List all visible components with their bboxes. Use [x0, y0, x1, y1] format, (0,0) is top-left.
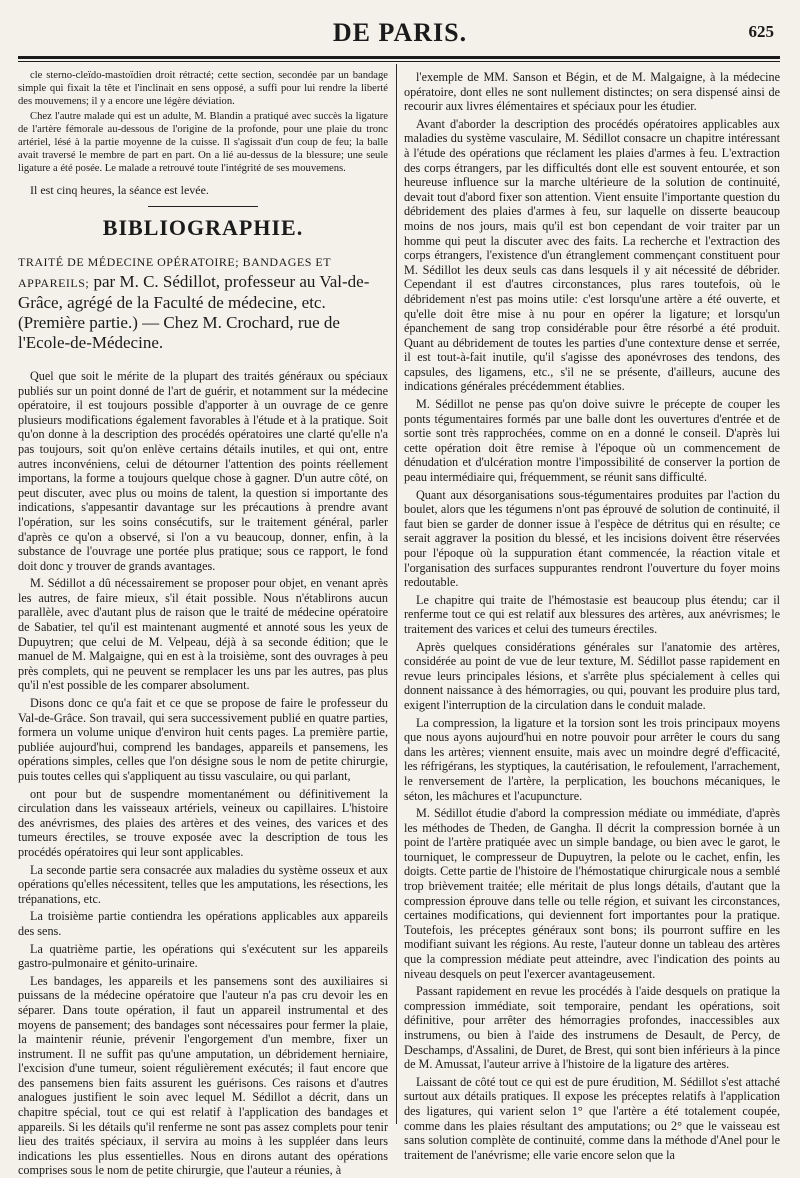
paragraph: Laissant de côté tout ce qui est de pure érudition, M. Sédillot s'est attaché surtout aux détails pratiques. Il expose les préceptes relatifs à l'application des ligatures, qui varient selon 1° que l'artère a été totalement coupée, comme dans les plaies résultant des amputations; ou 2° que le vaisseau est sans solution complète de continuité, comme dans la méthode d'Anel pour le traitement de l'anévrisme; elle varie encore selon que la	[404, 1074, 780, 1162]
paragraph: La seconde partie sera consacrée aux maladies du système osseux et aux opérations qu'elles nécessitent, telles que les amputations, les résections, les trépanations, etc.	[18, 862, 388, 906]
paragraph: Chez l'autre malade qui est un adulte, M. Blandin a pratiqué avec succès la ligature de l'artère fémorale au-dessous de l'origine de la profonde, pour une plaie du tronc artériel, lésé à la partie moyenne de la cuisse. Il s'agissait d'un coup de feu; la balle avait traversé le membre de part en part. On a lié au-dessus de la blessure; une seule ligature a été posée. Le malade a retrouvé toute l'intégrité de ses mouvemens.	[18, 111, 388, 174]
paragraph: Quant aux désorganisations sous-tégumentaires produites par l'action du boulet, alors que les tégumens n'ont pas éprouvé de solution de continuité, il faut bien se garder de donner issue à l'espèce de détritus qui en résulte; ce serait aggraver la position du blessé, et les incisions doivent être réservées pour l'époque où la suppuration étant commencée, la réaction vitale et l'organisation des surfaces suppurantes rendront l'ouverture du foyer moins redoutable.	[404, 487, 780, 590]
running-title: DE PARIS.	[332, 18, 468, 47]
paragraph: La quatrième partie, les opérations qui s'exécutent sur les appareils gastro-pulmonaire et génito-urinaire.	[18, 941, 388, 971]
paragraph: Passant rapidement en revue les procédés à l'aide desquels on pratique la compression immédiate, soit temporaire, pendant les opérations, soit définitive, pour arrêter des hémorragies profondes, inaccessibles aux instrumens, ou bien à l'aide des instrumens de Desault, de Percy, de Deschamps, d'Assalini, de Duret, de Brest, qui sont bien inférieurs à la pince de M. Amussat, l'auteur arrive à l'histoire de la ligature des artères.	[404, 984, 780, 1072]
paragraph: M. Sédillot a dû nécessairement se proposer pour objet, en venant après les autres, de faire mieux, s'il était possible. Nous n'établirons aucun parallèle, avec d'autant plus de raison que le traité de médecine opératoire de Sabatier, tel qu'il est maintenant augmenté et annoté sous les yeux de Dupuytren; que celui de M. Velpeau, déjà à sa seconde édition; que le manuel de M. Malgaigne, qui en est à la troisième, sont des ouvrages à peu près complets, qui ne peuvent se remplacer les uns par les autres, pas plus qu'il n'est possible de les comparer absolument.	[18, 576, 388, 693]
running-head	[0, 18, 800, 52]
book-title-rest: par M. C. Sédillot, professeur au Val-de-Grâce, agrégé de la Faculté de médecine, etc. (Première partie.) — Chez M. Crochard, rue de l'Ecole-de-Médecine.	[18, 271, 370, 352]
section-divider	[148, 206, 258, 207]
paragraph: Après quelques considérations générales sur l'anatomie des artères, considérée au point de vue de leur texture, M. Sédillot passe rapidement en revue leurs principales lésions, et s'arrête plus spécialement à celles qui donnent naissance à des hémorragies, ou qui, pouvant les produire plus tard, exigent l'interruption de la circulation dans le conduit malade.	[404, 639, 780, 712]
paragraph: ont pour but de suspendre momentanément ou définitivement la circulation dans les vaisseaux artériels, veineux ou capillaires. L'histoire des anévrismes, des plaies des artères et des veines, des varices et des tumeurs érectiles, se trouve exposée avec la description de tous les procédés opératoires qui leur sont applicables.	[18, 786, 388, 859]
header-rule-thin	[18, 61, 780, 62]
paragraph: Disons donc ce qu'a fait et ce que se propose de faire le professeur du Val-de-Grâce. Son travail, qui sera successivement publié en quatre parties, formera un volume unique d'environ huit cents pages. La première partie, publiée aujourd'hui, comprend les bandages, appareils et pansemens, les opérations simples, celles que l'on désigne sous le nom de petite chirurgie, puis toutes celles qui s'appliquent au tissu vasculaire, ou qui parlant,	[18, 696, 388, 783]
paragraph: cle sterno-cleïdo-mastoïdien droit rétracté; cette section, secondée par un bandage simple qui fixait la tête et l'inclinait en sens opposé, a suffi pour lui rendre la liberté des mouvemens; il y a encore une légère déviation.	[18, 70, 388, 107]
session-report-end	[18, 70, 388, 175]
page-number: 625	[748, 22, 774, 41]
header-rule-thick	[18, 56, 780, 59]
paragraph: Les bandages, les appareils et les pansemens sont des auxiliaires si puissans de la médecine opératoire que l'auteur n'a pas cru devoir les en séparer. Dans toute opération, il faut un appareil instrumental et des moyens de pansement; des bandages sont nécessaires pour fermer la plaie, la maintenir réunie, prévenir l'engorgement d'un membre, fixer un instrument. Il ne suffit pas qu'une amputation, un débridement herniaire, l'excision d'une tumeur, soient régulièrement exécutés; il faut encore que des pansemens bien faits assurent les guérisons. Ces raisons et d'autres analogues justifient le soin avec lequel M. Sédillot a décrit, dans un chapitre spécial, tout ce qui est relatif à l'application des bandages et appareils. Si les détails qu'il renferme ne sont pas assez complets pour tenir lieu des traités spéciaux, il servira au moins à les suppléer dans leurs indications les plus essentielles. Nous en dirons autant des opérations comprises sous le nom de petite chirurgie, que l'auteur a réunies, à	[18, 973, 388, 1178]
paragraph: La compression, la ligature et la torsion sont les trois principaux moyens que nous ayons aujourd'hui en notre pouvoir pour arrêter le cours du sang dans les artères; viennent ensuite, mais avec un moindre degré d'efficacité, les réfrigérans, les styptiques, la cautérisation, le refoulement, l'arrachement, le renversement de l'artère, la perplication, les bouchons mécaniques, le séton, les mâchures et l'acupuncture.	[404, 715, 780, 803]
section-heading-bibliographie: BIBLIOGRAPHIE.	[102, 214, 304, 240]
paragraph: l'exemple de MM. Sanson et Bégin, et de M. Malgaigne, à la médecine opératoire, dont elles ne sont nullement distinctes; on sera dispensé ainsi de recourir aux livres élémentaires et spéciaux pour les étudier.	[404, 70, 780, 114]
column-separator	[396, 64, 397, 1124]
paragraph: M. Sédillot ne pense pas qu'on doive suivre le précepte de couper les ponts tégumentaires formés par une balle dont les ouvertures d'entrée et de sortie sont très rapprochées, comme on en a donné le conseil. D'après lui cette opération doit être remise à l'époque où un commencement de dénudation et d'ulcération montre l'impossibilité de conserver la portion de peau intermédiaire qui, fréquemment, se réunit sans difficulté.	[404, 397, 780, 485]
paragraph: Le chapitre qui traite de l'hémostasie est beaucoup plus étendu; car il renferme tout ce qui est relatif aux blessures des artères, aux anévrismes; le traitement des varices et celui des tumeurs érectiles.	[404, 592, 780, 636]
right-column	[404, 70, 780, 1162]
closing-note: Il est cinq heures, la séance est levée.	[30, 183, 209, 198]
paragraph: La troisième partie contiendra les opérations applicables aux appareils des sens.	[18, 909, 388, 938]
book-title-caps: TRAITÉ DE MÉDECINE OPÉRATOIRE; BANDAGES ET APPAREILS;	[18, 254, 331, 290]
paragraph: Quel que soit le mérite de la plupart des traités généraux ou spéciaux publiés sur un point donné de l'art de guérir, et notamment sur la médecine opératoire, il est toujours possible d'apporter à un ouvrage de ce genre plusieurs modifications également favorables à l'étude et à la pratique. Soit qu'on donne à la description des procédés opératoires une clarté qu'elle n'a pas toujours, soit qu'on enlève certains détails inutiles, et qui ont, entre autres inconvéniens, celui de détourner l'attention des points réellement importans, la forme a toujours quelque chose à gagner. D'un autre côté, on peut discuter, avec plus ou moins de talent, la question si importante des indications, s'appesantir davantage sur les précautions à prendre avant l'opération, sur les soins consécutifs, sur le traitement général, parler d'après ce qu'on a observé, si l'on a vu beaucoup, donner, enfin, à la substance de l'ouvrage une portée plus pratique; sous ce rapport, le fond doit donc y trouver de grands avantages.	[18, 368, 388, 573]
left-column	[18, 70, 388, 1178]
paragraph: M. Sédillot étudie d'abord la compression médiate ou immédiate, d'après les méthodes de Theden, de Gangha. Il décrit la compression bornée à un point de l'artère pratiquée avec un simple bandage, ou bien avec le garot, le tourniquet, le compresseur de Dupuytren, la pelote ou le cachet, enfin, les doigts. Cette partie de l'histoire de l'hémostatique chirurgicale nous a semblé trop brièvement traitée; elle méritait de plus longs détails, d'autant que la compression éprouve dans telle ou telle région, et suivant les circonstances, certaines modifications, qui deviennent fort importantes pour la pratique. Toutefois, les préceptes généraux sont bons; ils pourront suffire en les modifiant suivant les régions. Au reste, l'auteur donne un tableau des artères que la compression médiate peut atteindre, avec l'indication des points au niveau desquels on peut l'exercer avantageusement.	[404, 806, 780, 981]
reviewed-book-title	[18, 251, 388, 353]
paragraph: Avant d'aborder la description des procédés opératoires applicables aux maladies du système vasculaire, M. Sédillot consacre un chapitre intéressant à l'étude des opérations que réclament les plaies d'armes à feu. L'extraction des corps étrangers, par les difficultés dont elle est souvent entourée, et son heureuse influence sur la marche ultérieure de la solution de continuité, devait tout d'abord fixer son attention. Vient ensuite l'importante question du débridement des plaies d'armes à feu, sur laquelle on disserte beaucoup moins de nos jours, mais qu'il est bon cependant de voir traiter par un homme qui peut la discuter avec des faits. La recherche et l'extraction des corps étrangers, l'existence d'un étranglement commençant constituent pour M. Sédillot les deux seuls cas dans lesquels il y ait nécessité de débrider. Cependant il est d'autres circonstances, plus rares toutefois, où le débridement n'est pas moins utile: c'est lorsqu'une artère a été ouverte, et qu'elle doit être mise à nu pour en opérer la ligature; et lorsqu'un épanchement de sang trop considérable pour être résorbé a été produit. Quant au débridement de toutes les parties d'une contexture dense et serrée, il est tout-à-fait inutile, qu'il s'agisse des aponévroses des tendons, des capsules, des ligamens, etc., s'il ne se présente, d'ailleurs, aucune des indications générales précédemment établies.	[404, 116, 780, 394]
